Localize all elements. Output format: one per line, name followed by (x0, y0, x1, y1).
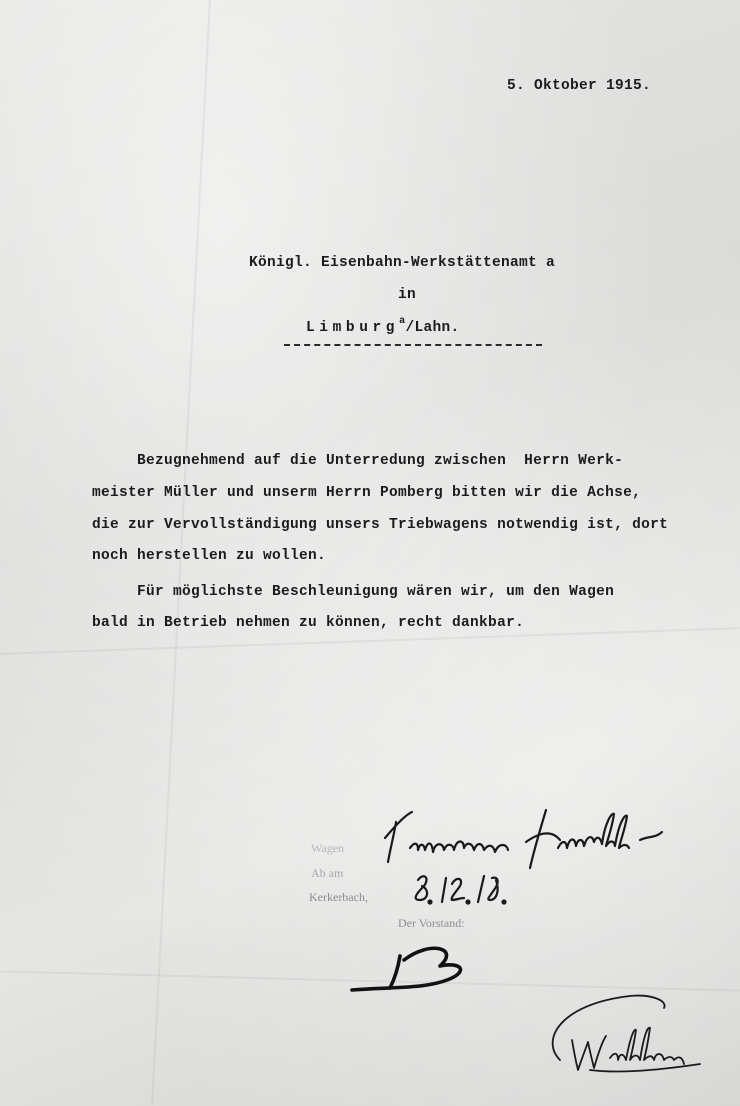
stamp-wagen: Wagen (311, 841, 345, 855)
letter-date: 5. Oktober 1915. (507, 78, 652, 94)
stamp-place: Kerkerbach, (309, 890, 368, 904)
body-line: die zur Vervollständigung unsers Triebwagens notwendig ist, dort (92, 517, 669, 533)
stamp-ab-am: Ab am (311, 866, 344, 880)
body-line: noch herstellen zu wollen. (92, 548, 327, 564)
body-line: meister Müller und unserm Herrn Pomberg bitten wir die Achse, (92, 485, 642, 501)
body-line: Für möglichste Beschleunigung wären wir, um den Wagen (92, 584, 615, 600)
recipient-office: Königl. Eisenbahn-Werkstättenamt a (249, 255, 556, 271)
recipient-city-name: Limburg (306, 319, 400, 336)
body-line: Bezugnehmend auf die Unterredung zwischen Herrn Werk- (92, 453, 624, 469)
signature-drawing (553, 996, 700, 1072)
initial-b-drawing (352, 948, 460, 990)
stamp-board: Der Vorstand: (398, 916, 465, 930)
recipient-city-suffix: /Lahn. (405, 319, 460, 336)
body-line: bald in Betrieb nehmen zu können, recht dankbar. (92, 615, 525, 631)
recipient-city-superscript: a (399, 316, 406, 327)
recipient-preposition: in (398, 287, 417, 303)
